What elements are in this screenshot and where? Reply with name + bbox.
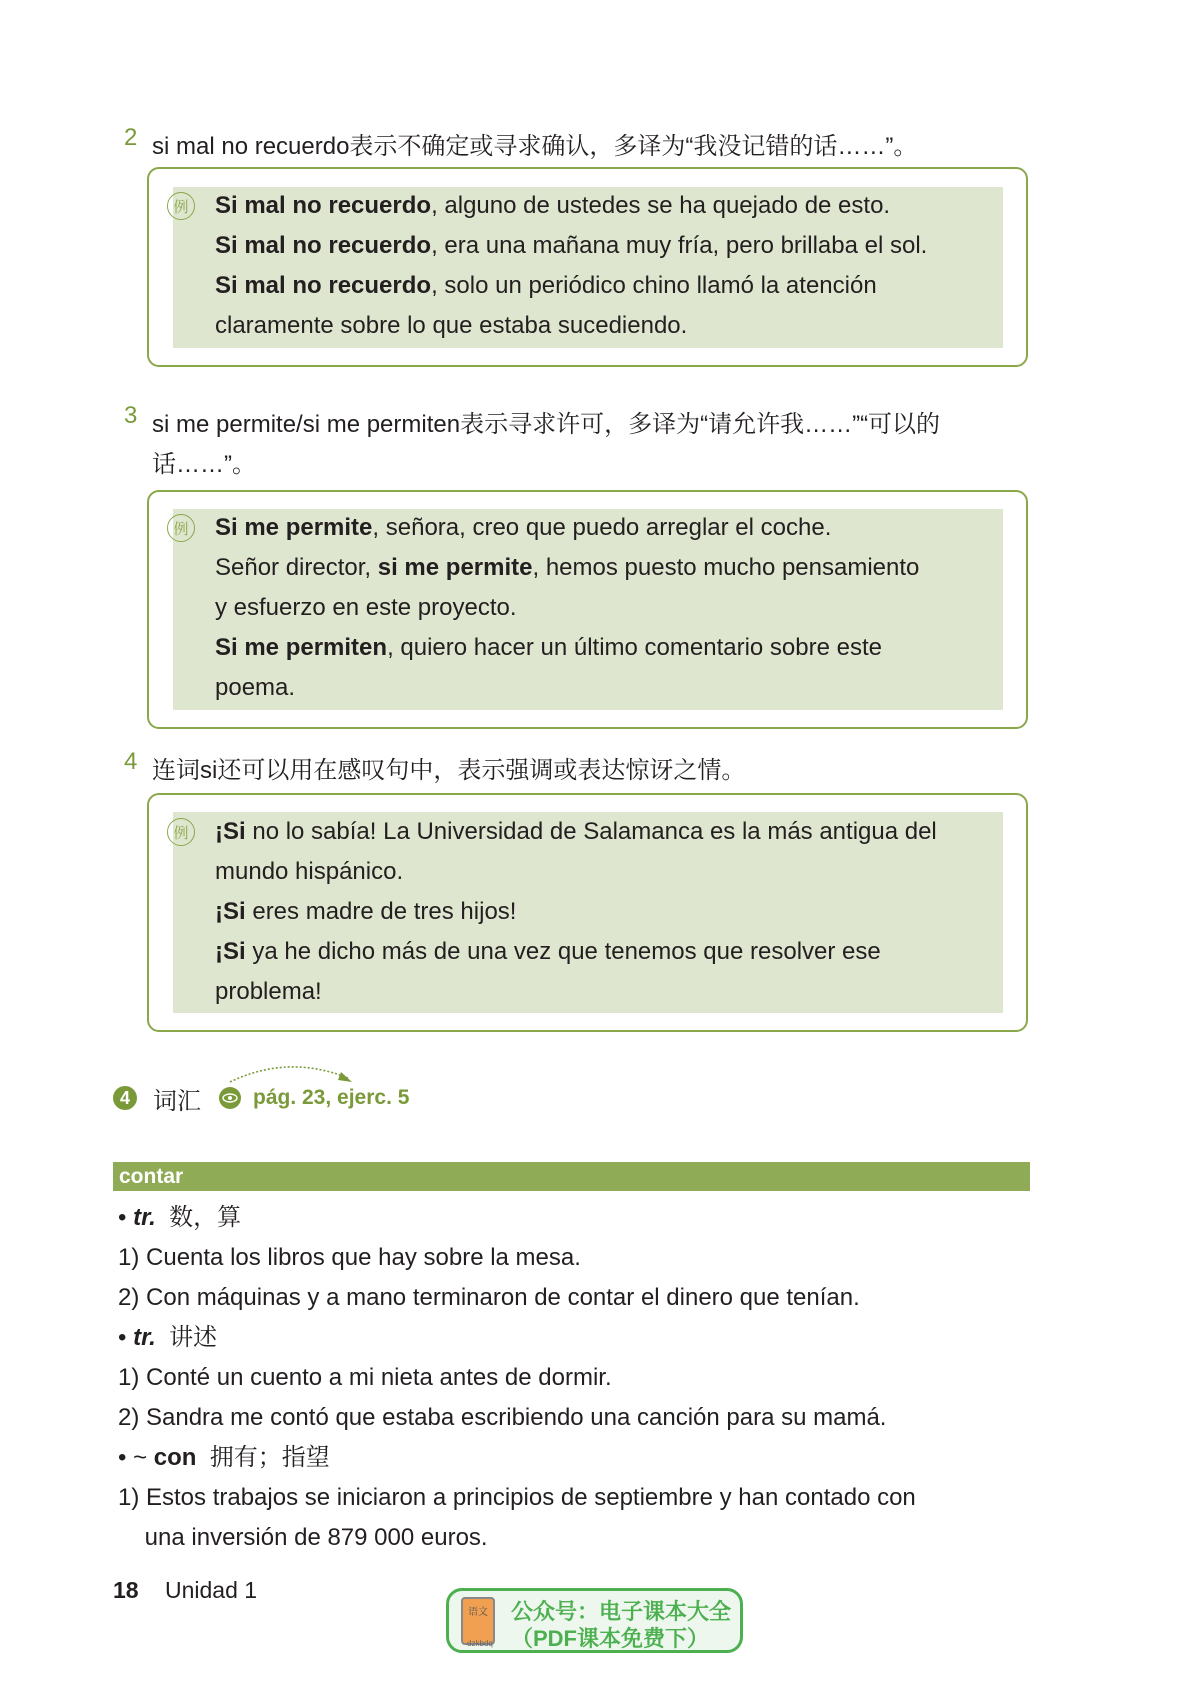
watermark-badge: [446, 1588, 743, 1653]
emphasis-segment: Si mal no recuerdo: [215, 232, 432, 259]
exercise-reference-link[interactable]: pág. 23, ejerc. 5: [253, 1086, 410, 1109]
text-segment: , señora, creo que puedo arreglar el coche.: [372, 514, 832, 541]
emphasis-segment: con: [153, 1444, 197, 1471]
entry-line: [118, 1523, 488, 1553]
emphasis-segment: Si me permite: [215, 514, 373, 541]
icon-caption: dzkbdq: [467, 1639, 493, 1648]
watermark-line-2: （PDF课本免费下）: [511, 1626, 710, 1651]
text-segment: , hemos puesto mucho pensamiento: [532, 554, 920, 581]
entry-line: [118, 1443, 330, 1473]
text-segment: ya he dicho más de una vez que tenemos que resolver ese: [245, 938, 881, 965]
text-segment: Señor director,: [215, 554, 378, 581]
text-segment: , era una mañana muy fría, pero brillaba el sol.: [431, 232, 928, 259]
text-segment: mundo hispánico.: [215, 858, 404, 885]
item-number-2: 2: [124, 124, 138, 151]
page-number: 18: [113, 1577, 139, 1603]
section-title: 词汇: [153, 1087, 201, 1115]
example-sentence-line: [215, 271, 877, 301]
example-label-icon: 例: [167, 192, 195, 220]
text-segment: problema!: [215, 978, 322, 1005]
icon-text: 语文: [468, 1607, 488, 1618]
text-segment: , alguno de ustedes se ha quejado de esto.: [431, 192, 891, 219]
text-segment: •: [118, 1204, 134, 1231]
text-segment: 数，算: [155, 1204, 242, 1231]
emphasis-segment: tr.: [133, 1204, 156, 1231]
text-segment: 1) Cuenta los libros que hay sobre la mesa.: [118, 1244, 581, 1271]
entry-line: [118, 1403, 886, 1433]
emphasis-segment: Si mal no recuerdo: [215, 272, 432, 299]
example-sentence-line: [215, 857, 403, 887]
footer: [113, 1577, 257, 1604]
example-sentence-line: [215, 553, 919, 583]
text-segment: , quiero hacer un último comentario sobre este: [387, 634, 882, 661]
emphasis-segment: ¡Si: [215, 938, 246, 965]
entry-word: contar: [119, 1165, 184, 1188]
text-segment: 讲述: [155, 1324, 218, 1351]
emphasis-segment: ¡Si: [215, 898, 246, 925]
emphasis-segment: tr.: [133, 1324, 156, 1351]
item-text-line: 话……”。: [152, 451, 256, 478]
text-segment: , solo un periódico chino llamó la atención: [431, 272, 877, 299]
text-segment: 2) Sandra me contó que estaba escribiendo una canción para su mamá.: [118, 1404, 887, 1431]
text-segment: 1) Conté un cuento a mi nieta antes de dormir.: [118, 1364, 612, 1391]
text-segment: y esfuerzo en este proyecto.: [215, 594, 517, 621]
example-sentence-line: [215, 673, 295, 703]
example-sentence-line: [215, 513, 831, 543]
item-text-line: si mal no recuerdo表示不确定或寻求确认，多译为“我没记错的话……”。: [152, 133, 918, 160]
emphasis-segment: Si me permiten: [215, 634, 388, 661]
section-heading: [113, 1082, 409, 1114]
text-segment: 2) Con máquinas y a mano terminaron de contar el dinero que tenían.: [118, 1284, 860, 1311]
entry-line: [118, 1483, 916, 1513]
text-segment: poema.: [215, 674, 296, 701]
entry-line: [118, 1363, 612, 1393]
text-segment: eres madre de tres hijos!: [245, 898, 517, 925]
section-number-badge: 4: [113, 1086, 137, 1110]
example-sentence-line: [215, 937, 881, 967]
example-sentence-line: [215, 231, 927, 261]
entry-line: [118, 1203, 241, 1233]
eye-icon: [219, 1087, 241, 1109]
example-sentence-line: [215, 897, 516, 927]
entry-line: [118, 1323, 217, 1353]
entry-line: [118, 1243, 581, 1273]
text-segment: una inversión de 879 000 euros.: [118, 1524, 488, 1551]
text-segment: • ~: [118, 1444, 154, 1471]
text-segment: 1) Estos trabajos se iniciaron a principios de septiembre y han contado con: [118, 1484, 916, 1511]
text-segment: •: [118, 1324, 134, 1351]
entry-header-bar: [113, 1162, 1030, 1191]
watermark-line-1: 公众号：电子课本大全: [511, 1599, 732, 1624]
example-label-icon: 例: [167, 514, 195, 542]
unit-label: Unidad 1: [164, 1577, 258, 1603]
emphasis-segment: si me permite: [377, 554, 533, 581]
emphasis-segment: Si mal no recuerdo: [215, 192, 432, 219]
item-text-line: si me permite/si me permiten表示寻求许可，多译为“请允许我……”“可以的: [152, 411, 941, 438]
example-sentence-line: [215, 311, 687, 341]
item-number-4: 4: [124, 748, 138, 775]
item-number-3: 3: [124, 402, 138, 429]
entry-line: [118, 1283, 860, 1313]
example-sentence-line: [215, 633, 882, 663]
text-segment: claramente sobre lo que estaba sucediendo.: [215, 312, 688, 339]
text-segment: no lo sabía! La Universidad de Salamanca es la más antigua del: [245, 818, 937, 845]
example-label-icon: 例: [167, 818, 195, 846]
example-sentence-line: [215, 593, 517, 623]
book-phone-icon: [461, 1597, 495, 1645]
text-segment: 拥有；指望: [196, 1444, 330, 1471]
example-sentence-line: [215, 817, 937, 847]
example-sentence-line: [215, 191, 890, 221]
item-text-line: 连词si还可以用在感叹句中，表示强调或表达惊讶之情。: [152, 757, 746, 784]
curved-arrow-icon: [228, 1058, 358, 1086]
example-sentence-line: [215, 977, 322, 1007]
emphasis-segment: ¡Si: [215, 818, 246, 845]
